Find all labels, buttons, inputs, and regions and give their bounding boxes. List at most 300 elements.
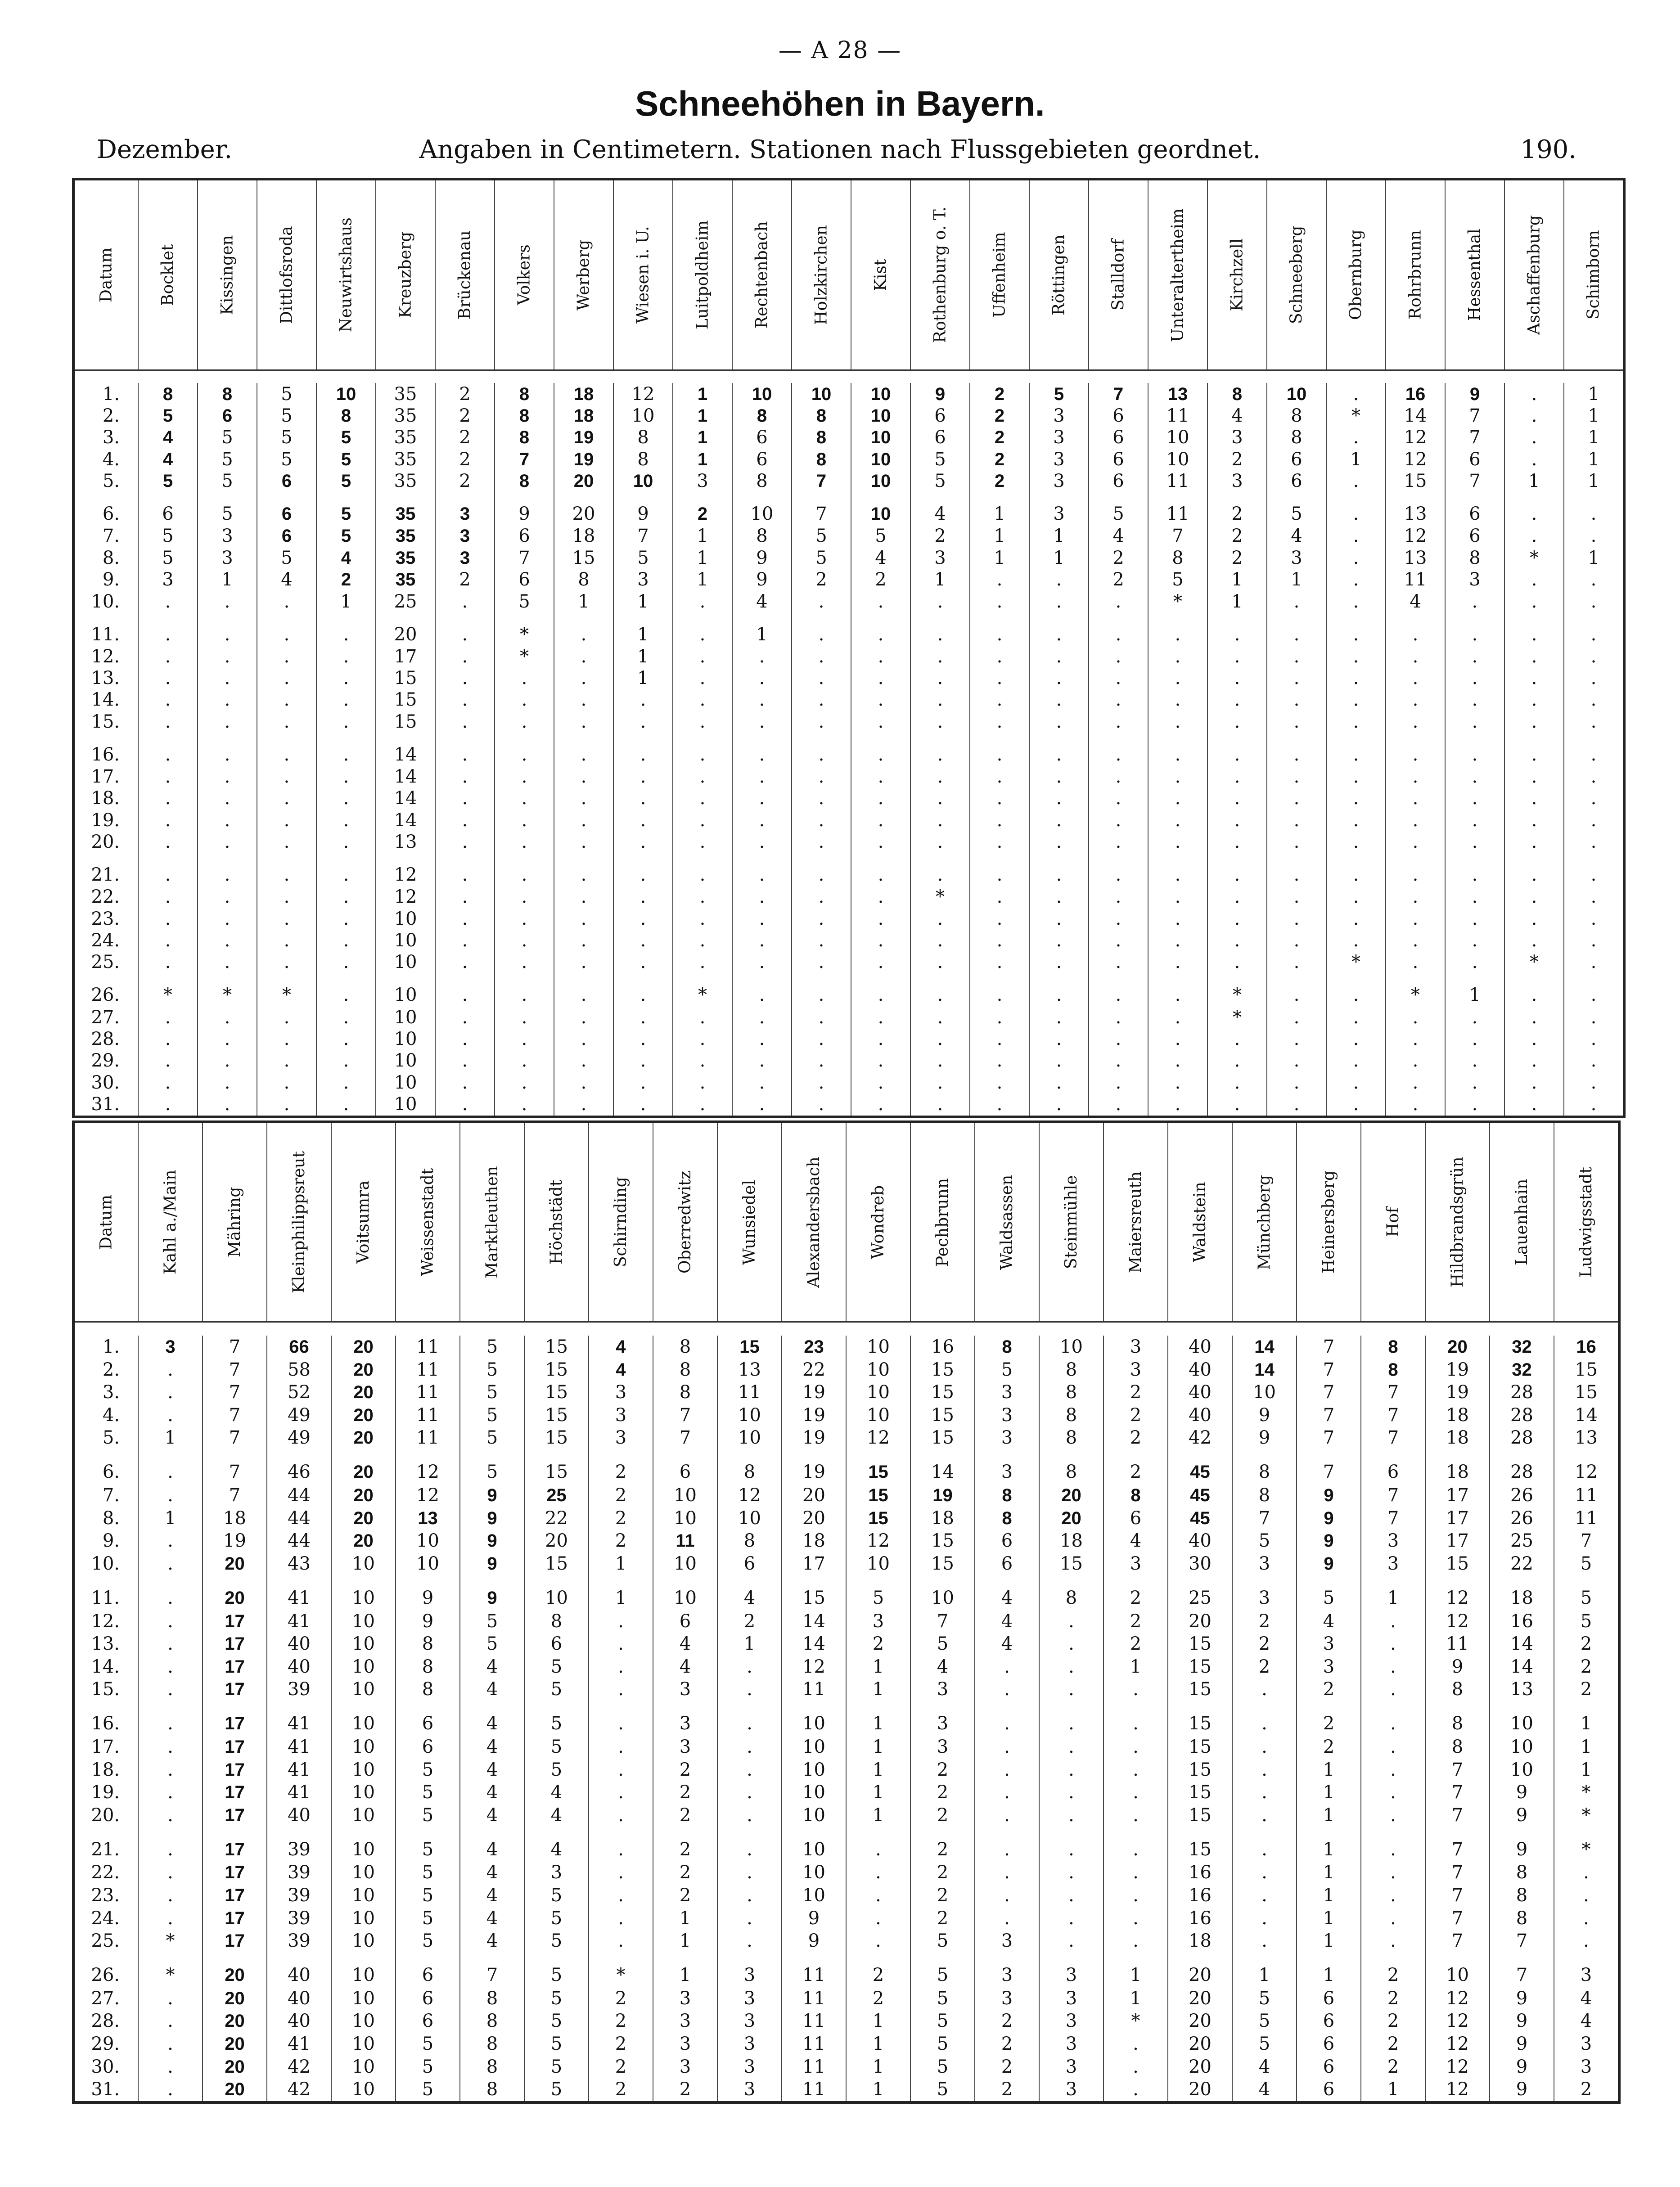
- snow-depth-cell: 6: [524, 1633, 589, 1656]
- snow-depth-cell: .: [1386, 689, 1445, 711]
- snow-depth-cell: .: [673, 1094, 732, 1117]
- station-column-header: [1326, 179, 1386, 370]
- snow-depth-cell: 41: [267, 1701, 331, 1736]
- snow-depth-cell: .: [138, 2033, 203, 2056]
- column-header-label: Rohrbrunn: [1406, 230, 1425, 320]
- snow-depth-cell: .: [792, 711, 851, 733]
- snow-depth-cell: 8: [1039, 1449, 1103, 1484]
- snow-depth-cell: .: [1564, 569, 1624, 590]
- snow-depth-cell: 18: [782, 1530, 846, 1552]
- snow-depth-cell: 5: [910, 449, 970, 470]
- snow-depth-cell: 11: [1148, 492, 1207, 525]
- snow-depth-cell: 6: [1445, 525, 1504, 547]
- snow-depth-cell: .: [589, 1804, 653, 1827]
- snow-depth-cell: 8: [732, 405, 792, 427]
- snow-depth-cell: 10: [717, 1404, 782, 1427]
- snow-depth-cell: 10: [782, 1781, 846, 1804]
- snow-depth-cell: 12: [717, 1484, 782, 1507]
- snow-depth-cell: .: [1089, 1006, 1148, 1028]
- snow-depth-cell: .: [1089, 1028, 1148, 1050]
- snow-depth-cell: .: [1445, 1006, 1504, 1028]
- snow-depth-cell: 2: [589, 2055, 653, 2078]
- snow-depth-cell: 1: [613, 612, 673, 646]
- snow-depth-cell: 1: [673, 569, 732, 590]
- snow-depth-cell: .: [732, 908, 792, 929]
- station-column-header: [975, 1122, 1039, 1322]
- snow-depth-cell: .: [673, 612, 732, 646]
- snow-depth-cell: 5: [396, 2055, 460, 2078]
- table-row: [73, 590, 1624, 612]
- date-cell: 10.: [73, 590, 138, 612]
- snow-depth-cell: 7: [613, 525, 673, 547]
- snow-depth-cell: 18: [1425, 1404, 1490, 1427]
- table-row: [73, 1094, 1624, 1117]
- snow-depth-cell: 3: [1297, 1655, 1361, 1678]
- snow-depth-cell: .: [1267, 810, 1326, 831]
- snow-depth-cell: 8: [1148, 547, 1207, 569]
- snow-depth-cell: 11: [1554, 1484, 1619, 1507]
- snow-depth-cell: .: [673, 908, 732, 929]
- station-column-header: [1207, 179, 1267, 370]
- snow-depth-cell: 3: [524, 1861, 589, 1884]
- snow-depth-cell: .: [138, 810, 198, 831]
- snow-depth-cell: .: [1267, 1094, 1326, 1117]
- snow-depth-cell: *: [1207, 973, 1267, 1007]
- date-cell: 2.: [73, 1358, 138, 1381]
- column-header-label: Marktleuthen: [483, 1166, 501, 1278]
- snow-depth-cell: 8: [653, 1336, 717, 1359]
- snow-depth-cell: .: [435, 908, 495, 929]
- snow-depth-cell: .: [910, 1050, 970, 1071]
- snow-depth-cell: .: [138, 590, 198, 612]
- snow-depth-cell: .: [1564, 886, 1624, 908]
- snow-depth-cell: 14: [782, 1610, 846, 1633]
- snow-depth-cell: .: [1207, 711, 1267, 733]
- snow-depth-cell: 5: [524, 2033, 589, 2056]
- snow-depth-cell: 17: [203, 1804, 267, 1827]
- snow-depth-cell: .: [975, 1861, 1039, 1884]
- snow-depth-cell: 5: [396, 1884, 460, 1907]
- snow-depth-cell: .: [975, 1758, 1039, 1781]
- station-column-header: [1425, 1122, 1490, 1322]
- snow-depth-cell: 20: [203, 1575, 267, 1610]
- snow-depth-cell: .: [613, 853, 673, 886]
- snow-depth-cell: 10: [331, 1575, 396, 1610]
- snow-depth-cell: .: [1207, 1050, 1267, 1071]
- snow-depth-cell: .: [717, 1861, 782, 1884]
- snow-depth-cell: 20: [331, 1507, 396, 1530]
- snow-depth-cell: 10: [331, 1987, 396, 2010]
- snow-depth-cell: .: [1445, 951, 1504, 973]
- snow-depth-cell: .: [1148, 612, 1207, 646]
- snow-depth-cell: 7: [792, 492, 851, 525]
- snow-depth-cell: .: [138, 1610, 203, 1633]
- snow-depth-cell: .: [673, 645, 732, 667]
- snow-depth-cell: .: [257, 711, 316, 733]
- table-row: [73, 1484, 1619, 1507]
- snow-depth-cell: .: [673, 930, 732, 951]
- snow-depth-cell: 18: [554, 525, 613, 547]
- snow-depth-cell: 17: [203, 1736, 267, 1759]
- snow-depth-cell: 9: [460, 1484, 524, 1507]
- snow-depth-cell: 20: [331, 1530, 396, 1552]
- table-row: [73, 1655, 1619, 1678]
- spacer-cell: [73, 1322, 1619, 1336]
- snow-depth-cell: .: [316, 908, 376, 929]
- snow-depth-cell: 19: [910, 1484, 975, 1507]
- snow-depth-cell: 17: [203, 1781, 267, 1804]
- snow-depth-cell: .: [1089, 853, 1148, 886]
- snow-depth-cell: .: [851, 1072, 910, 1094]
- column-header-label: Kahl a./Main: [161, 1170, 180, 1275]
- snow-depth-cell: 5: [316, 470, 376, 492]
- snow-depth-cell: 41: [267, 1610, 331, 1633]
- snow-depth-cell: .: [1504, 1050, 1564, 1071]
- column-header-label: Rechtenbach: [752, 221, 771, 329]
- snow-depth-cell: 9: [396, 1610, 460, 1633]
- snow-depth-cell: 8: [460, 2033, 524, 2056]
- snow-depth-cell: .: [910, 667, 970, 689]
- snow-depth-cell: 18: [203, 1507, 267, 1530]
- snow-depth-cell: 17: [203, 1930, 267, 1953]
- snow-depth-cell: .: [1103, 1736, 1168, 1759]
- snow-depth-cell: 7: [203, 1404, 267, 1427]
- snow-depth-cell: 10: [331, 1678, 396, 1701]
- snow-depth-cell: 4: [460, 1907, 524, 1930]
- snow-depth-cell: .: [1029, 612, 1089, 646]
- snow-depth-cell: .: [910, 645, 970, 667]
- snow-depth-cell: 2: [589, 2010, 653, 2033]
- snow-depth-cell: .: [792, 1072, 851, 1094]
- snow-depth-cell: .: [1029, 930, 1089, 951]
- snow-depth-cell: 1: [846, 1804, 910, 1827]
- snow-depth-cell: .: [1267, 766, 1326, 788]
- snow-depth-cell: .: [554, 951, 613, 973]
- snow-depth-cell: 18: [1425, 1449, 1490, 1484]
- snow-depth-cell: .: [1445, 831, 1504, 853]
- snow-depth-cell: 10: [331, 1827, 396, 1861]
- snow-depth-cell: .: [613, 733, 673, 766]
- snow-depth-cell: .: [198, 908, 257, 929]
- table-row: [73, 547, 1624, 569]
- snow-depth-cell: 41: [267, 1758, 331, 1781]
- date-cell: 20.: [73, 1804, 138, 1827]
- snow-depth-cell: 3: [717, 1987, 782, 2010]
- snow-depth-cell: .: [1029, 853, 1089, 886]
- snow-depth-cell: .: [1089, 788, 1148, 809]
- snow-depth-cell: 2: [435, 405, 495, 427]
- snow-depth-cell: 8: [198, 383, 257, 405]
- snow-depth-cell: .: [1089, 590, 1148, 612]
- snow-depth-cell: 42: [1168, 1426, 1232, 1449]
- snow-depth-cell: .: [1564, 1028, 1624, 1050]
- snow-depth-cell: .: [851, 612, 910, 646]
- snow-depth-cell: 40: [1168, 1336, 1232, 1359]
- snow-depth-cell: 1: [1297, 1861, 1361, 1884]
- station-column-header: [1039, 1122, 1103, 1322]
- snow-depth-cell: .: [732, 1050, 792, 1071]
- snow-depth-cell: .: [138, 1094, 198, 1117]
- table-row: [73, 427, 1624, 448]
- snow-depth-cell: 15: [910, 1530, 975, 1552]
- snow-depth-cell: 15: [524, 1404, 589, 1427]
- snow-depth-cell: .: [1089, 1094, 1148, 1117]
- snow-depth-cell: .: [495, 1072, 554, 1094]
- snow-depth-cell: .: [1148, 645, 1207, 667]
- snow-depth-table-upper: [72, 178, 1626, 1118]
- snow-depth-cell: .: [851, 853, 910, 886]
- snow-depth-cell: .: [732, 667, 792, 689]
- snow-depth-cell: 5: [1554, 1552, 1619, 1575]
- snow-depth-cell: 16: [1490, 1610, 1554, 1633]
- snow-depth-cell: 15: [1425, 1552, 1490, 1575]
- snow-depth-cell: 1: [673, 449, 732, 470]
- snow-depth-cell: .: [1148, 973, 1207, 1007]
- snow-depth-cell: .: [1267, 733, 1326, 766]
- station-column-header: [138, 1122, 203, 1322]
- snow-depth-cell: 8: [732, 470, 792, 492]
- snow-depth-cell: 3: [975, 1987, 1039, 2010]
- snow-depth-cell: .: [1564, 973, 1624, 1007]
- snow-depth-cell: 7: [1297, 1381, 1361, 1404]
- snow-depth-cell: .: [1386, 733, 1445, 766]
- snow-depth-cell: 2: [1297, 1678, 1361, 1701]
- table-row: [73, 2055, 1619, 2078]
- snow-depth-cell: *: [1326, 405, 1386, 427]
- snow-depth-cell: 2: [1554, 1678, 1619, 1701]
- table-header-row: [73, 179, 1624, 370]
- snow-depth-cell: .: [138, 1701, 203, 1736]
- snow-depth-cell: *: [1554, 1804, 1619, 1827]
- date-cell: 6.: [73, 492, 138, 525]
- snow-depth-cell: .: [717, 1678, 782, 1701]
- snow-depth-cell: 8: [396, 1655, 460, 1678]
- station-column-header: [1089, 179, 1148, 370]
- snow-depth-cell: 3: [198, 547, 257, 569]
- snow-depth-cell: .: [1564, 930, 1624, 951]
- snow-depth-cell: 2: [435, 427, 495, 448]
- snow-depth-cell: 2: [910, 1781, 975, 1804]
- snow-depth-cell: 8: [717, 1449, 782, 1484]
- snow-depth-cell: 4: [1554, 2010, 1619, 2033]
- snow-depth-cell: 5: [910, 1930, 975, 1953]
- snow-depth-cell: 1: [1207, 590, 1267, 612]
- snow-depth-cell: .: [1089, 973, 1148, 1007]
- snow-depth-cell: .: [1232, 1827, 1297, 1861]
- snow-depth-cell: 6: [1089, 470, 1148, 492]
- date-cell: 28.: [73, 2010, 138, 2033]
- snow-depth-cell: 10: [1148, 449, 1207, 470]
- snow-depth-cell: .: [970, 612, 1029, 646]
- snow-depth-cell: .: [792, 645, 851, 667]
- snow-depth-cell: 3: [1207, 427, 1267, 448]
- snow-depth-cell: 35: [376, 569, 435, 590]
- snow-depth-cell: .: [1148, 1028, 1207, 1050]
- snow-depth-cell: .: [970, 689, 1029, 711]
- snow-depth-cell: 4: [975, 1575, 1039, 1610]
- snow-depth-cell: .: [1089, 908, 1148, 929]
- snow-depth-cell: 2: [975, 2033, 1039, 2056]
- date-cell: 30.: [73, 1072, 138, 1094]
- snow-depth-cell: .: [435, 667, 495, 689]
- snow-depth-cell: 2: [435, 569, 495, 590]
- snow-depth-cell: .: [554, 810, 613, 831]
- snow-depth-cell: 5: [1089, 492, 1148, 525]
- snow-depth-cell: .: [910, 930, 970, 951]
- snow-depth-cell: 10: [613, 405, 673, 427]
- snow-depth-cell: .: [1445, 1094, 1504, 1117]
- snow-depth-cell: 8: [495, 405, 554, 427]
- snow-depth-cell: 9: [460, 1507, 524, 1530]
- snow-depth-cell: .: [198, 788, 257, 809]
- snow-depth-cell: 28: [1490, 1381, 1554, 1404]
- snow-depth-cell: .: [613, 908, 673, 929]
- date-cell: 1.: [73, 1336, 138, 1359]
- snow-depth-cell: 20: [203, 1552, 267, 1575]
- snow-depth-cell: .: [1207, 689, 1267, 711]
- snow-depth-cell: .: [554, 1028, 613, 1050]
- snow-depth-cell: .: [435, 590, 495, 612]
- snow-depth-cell: .: [970, 667, 1029, 689]
- snow-depth-cell: 3: [1039, 2055, 1103, 2078]
- snow-depth-cell: *: [910, 886, 970, 908]
- snow-depth-cell: 19: [554, 449, 613, 470]
- snow-depth-cell: 26: [1490, 1484, 1554, 1507]
- snow-depth-cell: .: [198, 612, 257, 646]
- snow-depth-cell: .: [435, 612, 495, 646]
- snow-depth-cell: 3: [138, 1336, 203, 1359]
- snow-depth-cell: .: [138, 1530, 203, 1552]
- snow-depth-cell: .: [1504, 492, 1564, 525]
- snow-depth-cell: 2: [1103, 1610, 1168, 1633]
- snow-depth-cell: .: [316, 1050, 376, 1071]
- snow-depth-cell: .: [1039, 1884, 1103, 1907]
- snow-depth-cell: 10: [653, 1484, 717, 1507]
- snow-depth-cell: 12: [376, 853, 435, 886]
- snow-depth-cell: 2: [653, 1861, 717, 1884]
- snow-depth-cell: .: [1504, 427, 1564, 448]
- snow-depth-cell: .: [1148, 766, 1207, 788]
- snow-depth-cell: .: [851, 810, 910, 831]
- snow-depth-cell: .: [1445, 766, 1504, 788]
- snow-depth-cell: 7: [792, 470, 851, 492]
- snow-depth-cell: 1: [1361, 2078, 1425, 2102]
- snow-depth-cell: 2: [1361, 2010, 1425, 2033]
- snow-depth-cell: 1: [1297, 1804, 1361, 1827]
- snow-depth-cell: .: [1504, 569, 1564, 590]
- snow-depth-cell: .: [1386, 1006, 1445, 1028]
- snow-depth-cell: 1: [846, 2010, 910, 2033]
- subtitle: Angaben in Centimetern. Stationen nach Flussgebieten geordnet.: [419, 135, 1261, 164]
- snow-depth-cell: 1: [1029, 525, 1089, 547]
- snow-depth-cell: 3: [435, 547, 495, 569]
- date-cell: 1.: [73, 383, 138, 405]
- snow-depth-cell: 3: [653, 1701, 717, 1736]
- snow-depth-cell: 12: [1386, 427, 1445, 448]
- snow-depth-cell: 2: [589, 1507, 653, 1530]
- snow-depth-cell: 22: [1490, 1552, 1554, 1575]
- snow-depth-cell: .: [1103, 1678, 1168, 1701]
- snow-depth-cell: 6: [1267, 470, 1326, 492]
- station-column-header: [1148, 179, 1207, 370]
- snow-depth-cell: 3: [1361, 1530, 1425, 1552]
- snow-depth-cell: 2: [910, 1907, 975, 1930]
- snow-depth-cell: .: [1207, 930, 1267, 951]
- snow-depth-cell: 1: [846, 2033, 910, 2056]
- snow-depth-cell: 20: [1168, 2033, 1232, 2056]
- snow-depth-cell: .: [1361, 1804, 1425, 1827]
- snow-depth-cell: .: [1089, 766, 1148, 788]
- snow-depth-cell: 45: [1168, 1449, 1232, 1484]
- snow-depth-cell: 26: [1490, 1507, 1554, 1530]
- snow-depth-cell: 10: [851, 449, 910, 470]
- snow-depth-cell: .: [316, 831, 376, 853]
- snow-depth-cell: 10: [717, 1426, 782, 1449]
- snow-depth-cell: .: [138, 908, 198, 929]
- snow-depth-cell: 9: [1297, 1530, 1361, 1552]
- snow-depth-cell: .: [589, 1610, 653, 1633]
- snow-depth-cell: 1: [653, 1930, 717, 1953]
- snow-depth-cell: 15: [1168, 1633, 1232, 1656]
- snow-depth-cell: 4: [524, 1804, 589, 1827]
- snow-depth-cell: 5: [792, 525, 851, 547]
- snow-depth-cell: 6: [975, 1530, 1039, 1552]
- snow-depth-cell: 10: [331, 2078, 396, 2102]
- snow-depth-cell: 11: [1148, 405, 1207, 427]
- snow-depth-cell: 42: [267, 2078, 331, 2102]
- snow-depth-cell: 5: [910, 2055, 975, 2078]
- snow-depth-cell: 15: [1168, 1758, 1232, 1781]
- snow-depth-cell: 3: [613, 569, 673, 590]
- snow-depth-cell: .: [1361, 1736, 1425, 1759]
- snow-depth-cell: 1: [846, 1701, 910, 1736]
- snow-depth-cell: 7: [1425, 1930, 1490, 1953]
- snow-depth-cell: 15: [1554, 1358, 1619, 1381]
- snow-depth-cell: 4: [524, 1781, 589, 1804]
- snow-depth-cell: .: [1564, 590, 1624, 612]
- snow-depth-cell: 2: [1361, 2033, 1425, 2056]
- snow-depth-cell: .: [851, 1050, 910, 1071]
- snow-depth-cell: 8: [1361, 1358, 1425, 1381]
- snow-depth-cell: 10: [653, 1575, 717, 1610]
- snow-depth-cell: .: [792, 973, 851, 1007]
- snow-depth-cell: .: [910, 788, 970, 809]
- snow-depth-cell: 10: [910, 1575, 975, 1610]
- snow-depth-cell: 5: [910, 2078, 975, 2102]
- snow-depth-cell: 1: [1297, 1758, 1361, 1781]
- snow-depth-cell: 3: [1103, 1552, 1168, 1575]
- snow-depth-cell: 8: [1490, 1884, 1554, 1907]
- snow-depth-cell: 4: [589, 1358, 653, 1381]
- snow-depth-cell: 3: [1029, 492, 1089, 525]
- snow-depth-cell: .: [1564, 711, 1624, 733]
- column-header-label: Hildbrandsgrün: [1448, 1156, 1467, 1288]
- snow-depth-cell: .: [138, 1552, 203, 1575]
- snow-depth-cell: .: [1148, 810, 1207, 831]
- snow-depth-cell: 1: [1103, 1655, 1168, 1678]
- snow-depth-cell: .: [910, 951, 970, 973]
- snow-depth-cell: 3: [589, 1404, 653, 1427]
- snow-depth-cell: 8: [396, 1678, 460, 1701]
- snow-depth-cell: 11: [782, 2055, 846, 2078]
- snow-depth-cell: 3: [1029, 449, 1089, 470]
- snow-depth-cell: .: [138, 766, 198, 788]
- snow-depth-cell: 13: [376, 831, 435, 853]
- snow-depth-cell: .: [1386, 1050, 1445, 1071]
- snow-depth-cell: .: [792, 612, 851, 646]
- snow-depth-cell: 15: [846, 1507, 910, 1530]
- snow-depth-cell: 5: [1554, 1610, 1619, 1633]
